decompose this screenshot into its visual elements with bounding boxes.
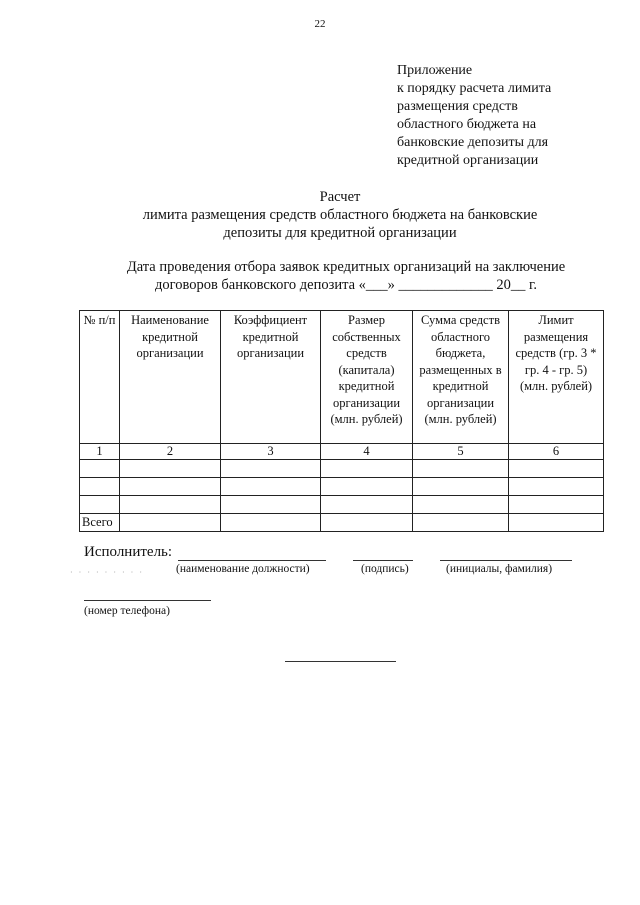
appendix-line: к порядку расчета лимита	[397, 81, 552, 96]
column-number-row	[80, 444, 604, 460]
title-line: депозиты для кредитной организации	[223, 225, 457, 241]
table-row	[80, 460, 604, 478]
column-number: 5	[413, 444, 509, 460]
table-row	[80, 496, 604, 514]
end-of-document-line	[285, 661, 396, 662]
position-underline	[178, 560, 326, 561]
signature-underline	[353, 560, 413, 561]
total-label: Всего	[80, 514, 120, 532]
header-cell: Лимит размещения средств (гр. 3 * гр. 4 - гр. 5) (млн. рублей)	[509, 311, 604, 444]
selection-date-line	[60, 258, 632, 294]
appendix-line: кредитной организации	[397, 153, 539, 168]
column-number: 2	[120, 444, 221, 460]
name-caption: (инициалы, фамилия)	[446, 563, 553, 575]
column-number: 3	[221, 444, 321, 460]
appendix-note	[397, 62, 551, 170]
executor-label: Исполнитель:	[84, 544, 173, 560]
date-line-text: договоров банковского депозита «___» _____________ 20__ г.	[155, 277, 537, 293]
phone-underline	[84, 600, 211, 601]
appendix-line: Приложение	[397, 63, 473, 78]
header-cell: Наименование кредитной организации	[120, 311, 221, 444]
limit-calculation-table	[79, 310, 604, 532]
column-number: 4	[321, 444, 413, 460]
header-cell: Сумма средств областного бюджета, размещенных в кредитной организации (млн. рублей)	[413, 311, 509, 444]
title-line: лимита размещения средств областного бюджета на банковские	[142, 207, 538, 223]
total-row	[80, 514, 604, 532]
scan-dots: · · · · · · · · ·	[70, 568, 144, 577]
column-number: 6	[509, 444, 604, 460]
date-line-text: Дата проведения отбора заявок кредитных организаций на заключение	[126, 259, 566, 275]
appendix-line: банковские депозиты для	[397, 135, 549, 150]
column-number: 1	[80, 444, 120, 460]
phone-caption: (номер телефона)	[84, 605, 170, 617]
page-number: 22	[314, 18, 326, 30]
appendix-line: размещения средств	[397, 99, 518, 114]
table-header-row	[80, 311, 604, 444]
name-underline	[440, 560, 572, 561]
title-line: Расчет	[319, 189, 361, 205]
appendix-line: областного бюджета на	[397, 117, 537, 132]
signature-caption: (подпись)	[361, 563, 409, 575]
header-cell: Коэффициент кредитной организации	[221, 311, 321, 444]
position-caption: (наименование должности)	[176, 563, 310, 575]
document-title	[0, 188, 640, 242]
header-cell: № п/п	[80, 311, 120, 444]
table-row	[80, 478, 604, 496]
header-cell: Размер собственных средств (капитала) кредитной организации (млн. рублей)	[321, 311, 413, 444]
